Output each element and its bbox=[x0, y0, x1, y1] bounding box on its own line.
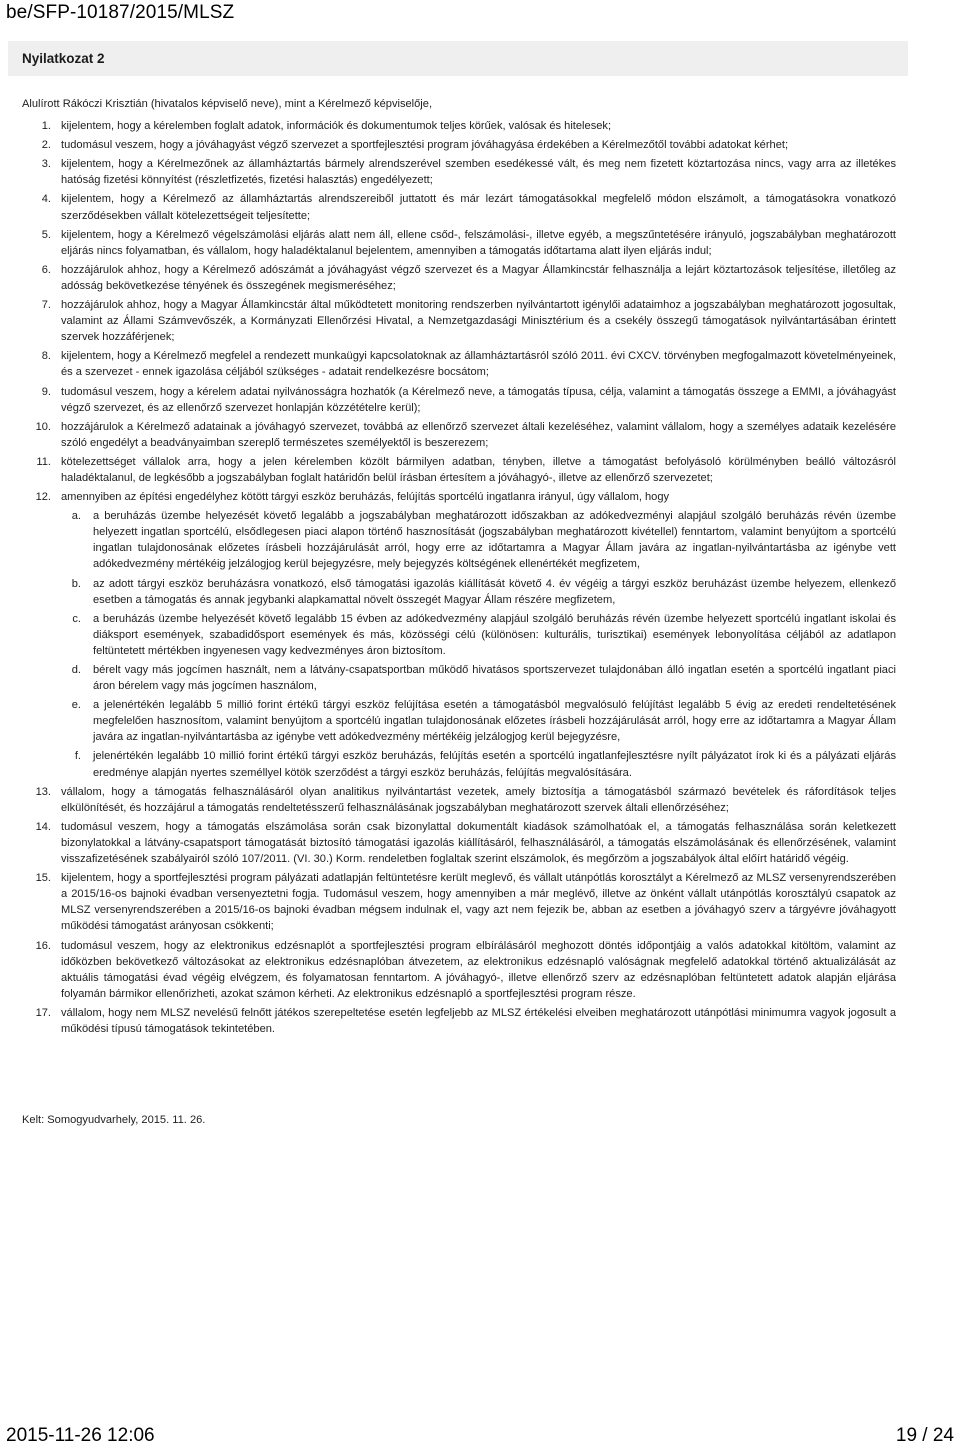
list-item-number: 16. bbox=[35, 939, 51, 952]
section-header bbox=[8, 41, 908, 76]
list-item bbox=[22, 156, 896, 188]
list-item bbox=[22, 297, 896, 345]
footer-timestamp: 2015-11-26 12:06 bbox=[6, 1425, 155, 1446]
intro-text: Alulírott Rákóczi Krisztián (hivatalos képviselő neve), mint a Kérelmező képviselője, bbox=[22, 98, 433, 110]
list-item bbox=[22, 938, 896, 1002]
list-item-number: 2. bbox=[41, 139, 51, 152]
date-place: Kelt: Somogyudvarhely, 2015. 11. 26. bbox=[22, 1114, 206, 1126]
list-item-text: kijelentem, hogy a Kérelmezőnek az államháztartás bármely alrendszerével szemben esedékessé vált, és meg nem fizetett köztartozása nincs, vagy arra az illetékes hatóság fizetési könnyítést (részletfizetés, fizetési halasztás) engedélyezett; bbox=[61, 158, 896, 187]
sub-list-item-text: a jelenértékén legalább 5 millió forint értékű tárgyi eszköz felújítása esetén a támogatásból megvalósuló felújítást legalább 5 évig az eredeti rendeltetésének megfelelően hasznosítom, valamint benyújtom a sportcélú ingatlan tulajdonosának előzetes írásbeli hozzájárulását arról, hogy erre az időtartamra a Magyar Állam javára az ingatlan-nyilvántartásba az igénybe vett adókedvezmény mértékéig jelzálogjog kerül bejegyzésre, bbox=[93, 699, 896, 744]
list-item-text: tudomásul veszem, hogy a kérelem adatai nyilvánosságra hozhatók (a Kérelmező neve, a támogatás típusa, célja, valamint a támogatás összege a EMMI, a jóváhagyást végző szervezet, és az ellenőrző szervezet honlapján közzétételre kerül); bbox=[61, 385, 896, 414]
sub-list-item-letter: b. bbox=[71, 577, 81, 590]
list-item-text: hozzájárulok ahhoz, hogy a Magyar Államkincstár által működtetett monitoring rendszerben nyilvántartott igénylői adataimhoz a jogszabályban meghatározott jogosultak, valamint az Állami Számvevőszék, a Kormányzati Ellenőrzési Hivatal, a Nemzetgazdasági Minisztérium és a csekély összegű támogatások nyilvántartásában érintett szervek hozzáférjenek; bbox=[61, 299, 896, 344]
list-item bbox=[22, 262, 896, 294]
sub-list-item-text: jelenértékén legalább 10 millió forint értékű tárgyi eszköz beruházás, felújítás esetén a sportcélú ingatlanfejlesztésre nyílt pályázatot írok ki és a pályázati eljárás eredménye alapján nyertes személlyel kötök szerződést a tárgyi eszköz beruházás, felújítás megvalósítására. bbox=[93, 750, 896, 779]
list-item bbox=[22, 191, 896, 223]
list-item bbox=[22, 454, 896, 486]
list-item-text: amennyiben az építési engedélyhez kötött tárgyi eszköz beruházás, felújítás sportcélú ingatlanra irányul, úgy vállalom, hogy bbox=[61, 491, 670, 504]
list-item bbox=[22, 348, 896, 380]
list-item-text: hozzájárulok ahhoz, hogy a Kérelmező adószámát a jóváhagyást végző szervezet és a Magyar Államkincstár felhasználja a lejárt köztartozások teljesítése, illetőleg az adósság bekövetkezése tényének és összegének megismeréséhez; bbox=[61, 263, 896, 292]
declaration-list bbox=[22, 118, 896, 1037]
document-reference: be/SFP-10187/2015/MLSZ bbox=[6, 2, 235, 23]
list-item-number: 12. bbox=[35, 491, 51, 504]
sub-list-item-text: bérelt vagy más jogcímen használt, nem a látvány-csapatsportban működő hivatásos sportszervezet tulajdonában álló ingatlan esetén a sportcélú ingatlant piaci áron bérelem vagy más jogcímen használom, bbox=[93, 664, 896, 693]
list-item-text: kijelentem, hogy a sportfejlesztési program pályázati adatlapján feltüntetésre került meglevő, és vállalt utánpótlás korosztályt a Kérelmező az MLSZ versenyrendszerében a 2015/16-os bajnoki évadban versenyeztetni fogja. Tudomásul veszem, hogy amennyiben a már meglévő, illetve az önként vállalt utánpótlás korosztályú csapatok az MLSZ versenyrendszerében a 2015/16-os bajnoki évadban mégsem indulnak el, vagy azt nem fejezik be, abban az esetben a jóváhagyó szerv a tárgyévre jóváhagyott működési támogatást arányosan csökkenti; bbox=[61, 872, 896, 933]
list-item-number: 4. bbox=[41, 193, 51, 206]
list-item-number: 14. bbox=[35, 820, 51, 833]
sub-list-item bbox=[61, 662, 896, 694]
sub-list-item bbox=[61, 748, 896, 780]
sub-list-item bbox=[61, 611, 896, 659]
list-item bbox=[22, 419, 896, 451]
list-item-text: tudomásul veszem, hogy az elektronikus edzésnaplót a sportfejlesztési program elbírálásáról meghozott döntés időpontjáig a valós adatokkal kitöltöm, valamint az időközben bekövetkező változásokat az elektronikus edzésnaplóban átvezetem, az elektronikus edzésnapló valóságnak megfelelő adatokkal történő aktualizálását az aktuális támogatási évad végéig elvégzem, és folyamatosan fenntartom. A jóváhagyó-, illetve ellenőrző szerv az edzésnaplóban feltüntetett adatok alapján eljárása folyamán bármikor ellenőrizheti, azokat számon kérheti. Az elektronikus edzésnapló a sportfejlesztési program része. bbox=[61, 939, 896, 1000]
list-item-number: 9. bbox=[41, 385, 51, 398]
list-item-number: 5. bbox=[41, 228, 51, 241]
list-item bbox=[22, 118, 896, 134]
sub-list-item-text: a beruházás üzembe helyezését követő legalább 15 évben az adókedvezmény alapjául szolgáló beruházás révén üzembe helyezett sportcélú ingatlant iskolai és diáksport események, szabadidősport események és más, közösségi célú (különösen: kulturális, turisztikai) események lebonyolítása céljából az adatlapon feltüntetett mértékben ingyenesen vagy kedvezményes áron biztosítom. bbox=[93, 612, 896, 657]
list-item-text: kötelezettséget vállalok arra, hogy a jelen kérelemben közölt bármilyen adatban, tényben, illetve a támogatást befolyásoló körülményben beálló változásról haladéktalanul, de legkésőbb a jogszabályban foglalt határidőn belül írásban értesítem a jóváhagyó-, illetve az ellenőrző szervezetet; bbox=[61, 455, 896, 484]
sub-list-item-text: az adott tárgyi eszköz beruházásra vonatkozó, első támogatási igazolás kiállítását követő 4. év végéig a tárgyi eszköz beruházást üzembe helyezem, ellenkező esetben a támogatás és annak jegybanki alapkamattal növelt összegét Magyar Állam részére megfizetem, bbox=[93, 577, 896, 606]
sub-list-item-text: a beruházás üzembe helyezését követő legalább a jogszabályban meghatározott időszakban az adókedvezményi alapjául szolgáló beruházás révén üzembe helyezett ingatlan sportcélú, elsődlegesen piaci alapon történő hasznosítását (jogszabályban meghatározott kivétellel) fenntartom, valamint benyújtom a sportcélú ingatlan tulajdonosának előzetes írásbeli hozzájárulását arról, hogy erre az időtartamra a Magyar Állam javára az ingatlan-nyilvántartásba az igénybe vett adókedvezmény mértékéig jelzálogjog kerül bejegyzésre, mely bejegyzés költségének ellenértékét megfizetem, bbox=[93, 510, 896, 571]
sub-list-item-letter: c. bbox=[72, 612, 81, 625]
footer-page-number: 19 / 24 bbox=[895, 1425, 954, 1446]
list-item-text: vállalom, hogy a támogatás felhasználásáról olyan analitikus nyilvántartást vezetek, amely biztosítja a támogatásból származó bevételek és ráfordítások teljes elkülönítését, és hozzájárul a támogatás rendeltetésszerű felhasználásának jogszabályban meghatározott szervek általi ellenőrzéséhez; bbox=[61, 785, 896, 814]
sub-list-item-letter: f. bbox=[74, 750, 81, 763]
sub-list-item bbox=[61, 508, 896, 572]
sub-list-item-letter: a. bbox=[71, 510, 81, 523]
list-item-number: 3. bbox=[41, 158, 51, 171]
list-item-number: 10. bbox=[35, 420, 51, 433]
list-item-number: 11. bbox=[36, 455, 51, 468]
declaration-content bbox=[22, 96, 896, 1040]
list-item bbox=[22, 1005, 896, 1037]
list-item-number: 1. bbox=[41, 120, 51, 133]
list-item bbox=[22, 819, 896, 867]
list-item-text: kijelentem, hogy a Kérelmező megfelel a rendezett munkaügyi kapcsolatoknak az államháztartásról szóló 2011. évi CXCV. törvényben megfogalmazott követelményeinek, és a szervezet - ennek igazolása céljából szükséges - adatait rendelkezésre bocsátom; bbox=[61, 350, 896, 379]
list-item-text: kijelentem, hogy a kérelemben foglalt adatok, információk és dokumentumok teljes körűek, valósak és hitelesek; bbox=[61, 120, 612, 133]
list-item-number: 8. bbox=[41, 350, 51, 363]
list-item-number: 6. bbox=[41, 263, 51, 276]
sub-list bbox=[61, 508, 896, 781]
list-item-text: kijelentem, hogy a Kérelmező végelszámolási eljárás alatt nem áll, ellene csőd-, felszámolási-, illetve egyéb, a megszűntetésére irányuló, jogszabályban meghatározott eljárás nincs folyamatban, és vállalom, hogy haladéktalanul bejelentem, amennyiben a támogatás időtartama alatt ilyen eljárás indul; bbox=[61, 228, 896, 257]
list-item-number: 7. bbox=[41, 299, 51, 312]
sub-list-item-letter: d. bbox=[71, 664, 81, 676]
list-item-text: tudomásul veszem, hogy a jóváhagyást végző szervezet a sportfejlesztési program jóváhagyása érdekében a Kérelmezőtől további adatokat kérhet; bbox=[61, 139, 789, 152]
sub-list-item bbox=[61, 697, 896, 745]
list-item bbox=[22, 137, 896, 153]
list-item bbox=[22, 784, 896, 816]
sub-list-item-letter: e. bbox=[71, 699, 81, 712]
list-item-number: 17. bbox=[35, 1006, 51, 1019]
list-item-number: 13. bbox=[35, 785, 51, 798]
sub-list-item bbox=[61, 576, 896, 608]
list-item bbox=[22, 489, 896, 781]
section-title: Nyilatkozat 2 bbox=[22, 51, 105, 66]
list-item-text: vállalom, hogy nem MLSZ nevelésű felnőtt játékos szerepeltetése esetén legfeljebb az MLSZ értékelési elveiben meghatározott utánpótlási minimumra vagyok jogosult a működési típusú támogatások tekintetében. bbox=[61, 1006, 896, 1035]
list-item bbox=[22, 227, 896, 259]
list-item bbox=[22, 384, 896, 416]
list-item-text: hozzájárulok a Kérelmező adatainak a jóváhagyó szervezet, továbbá az ellenőrző szervezet általi kezeléséhez, valamint vállalom, hogy a személyes adataik kezelésére szóló engedélyt a beadványaimban szereplő természetes személyektől is beszerezem; bbox=[61, 420, 896, 449]
list-item-text: tudomásul veszem, hogy a támogatás elszámolása során csak bizonylattal dokumentált kiadások számolhatóak el, a támogatás felhasználása során keletkezett bizonylatokkal a látvány-csapatsport támogatását biztosító támogatási igazolás kiállításáról, felhasználásáról, a támogatás elszámolásának és ellenőrzésének, valamint visszafizetésének szabályairól szóló 107/2011. (VI. 30.) Korm. rendeletben foglaltak szerint elszámolok, és megőrzöm a jogszabályok által előírt határidő végéig. bbox=[61, 820, 896, 866]
list-item bbox=[22, 870, 896, 934]
list-item-number: 15. bbox=[35, 872, 51, 885]
list-item-text: kijelentem, hogy a Kérelmező az államháztartás alrendszereiből juttatott és már lezárt támogatásokkal megfelelő módon elszámolt, a támogatásokra vonatkozó szerződésekben vállalt kötelezettségeit teljesítette; bbox=[61, 193, 896, 222]
